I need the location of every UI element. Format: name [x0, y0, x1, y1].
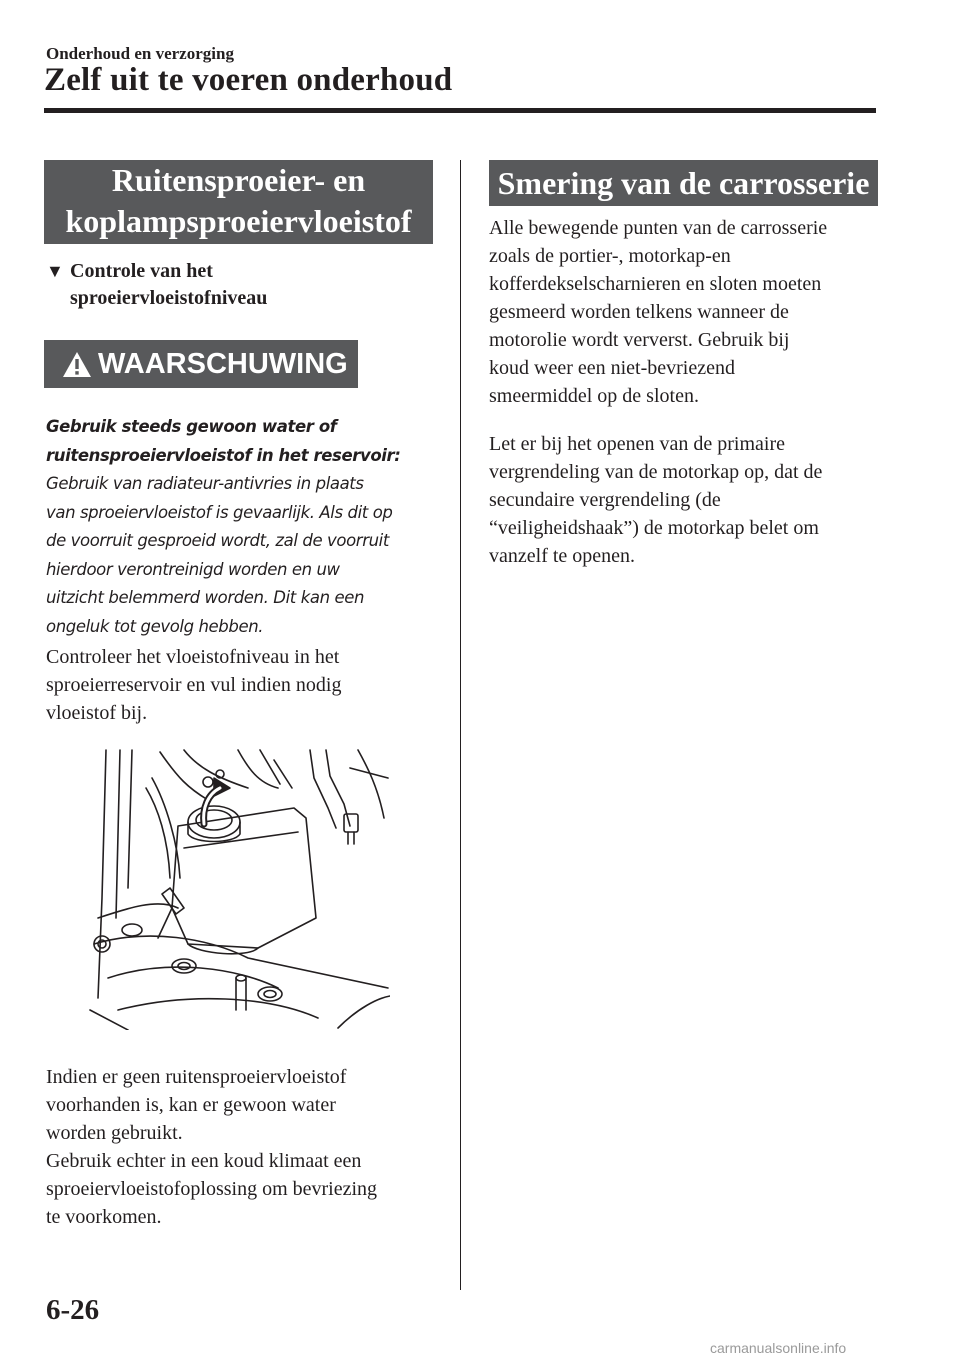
text-line: koud weer een niet-bevriezend	[489, 357, 735, 379]
warning-bold-line: Gebruik steeds gewoon water of	[46, 417, 337, 436]
paragraph-water-alternative	[46, 1063, 446, 1231]
washer-reservoir-illustration	[88, 748, 390, 1030]
warning-line: uitzicht belemmerd worden. Dit kan een	[46, 588, 365, 607]
text-line: sproeierreservoir en vul indien nodig	[46, 674, 342, 696]
text-line: gesmeerd worden telkens wanneer de	[489, 301, 789, 323]
text-line: smeermiddel op de sloten.	[489, 385, 699, 407]
section-title-washer-fluid	[44, 160, 433, 244]
page-title: Zelf uit te voeren onderhoud	[44, 62, 453, 98]
subheading-line: sproeiervloeistofniveau	[70, 287, 268, 309]
text-line: Alle bewegende punten van de carrosserie	[489, 217, 828, 239]
section-title-line: koplampsproeiervloeistof	[65, 203, 412, 239]
warning-text	[46, 413, 441, 641]
warning-line: de voorruit gesproeid wordt, zal de voorruit	[46, 531, 389, 550]
title-rule	[44, 108, 876, 113]
text-line: voorhanden is, kan er gewoon water	[46, 1094, 336, 1116]
text-line: secundaire vergrendeling (de	[489, 489, 721, 511]
watermark: carmanualsonline.info	[710, 1340, 847, 1356]
text-line: vloeistof bij.	[46, 702, 148, 724]
warning-bold-line: ruitensproeiervloeistof in het reservoir:	[46, 445, 401, 465]
text-line: worden gebruikt.	[46, 1122, 183, 1144]
text-line: “veiligheidshaak”) de motorkap belet om	[489, 517, 819, 539]
warning-label: WAARSCHUWING	[98, 347, 348, 380]
warning-badge	[44, 340, 358, 388]
text-line: sproeiervloeistofoplossing om bevriezing	[46, 1178, 378, 1200]
paragraph-check-level	[46, 643, 446, 727]
subheading-line: Controle van het	[70, 260, 213, 282]
breadcrumb: Onderhoud en verzorging	[46, 44, 234, 63]
column-divider	[460, 160, 461, 1290]
warning-line: hierdoor verontreinigd worden en uw	[46, 559, 340, 579]
text-line: Gebruik echter in een koud klimaat een	[46, 1150, 362, 1172]
text-line: vergrendeling van de motorkap op, dat de	[489, 461, 823, 483]
paragraph-lubrication	[489, 214, 889, 410]
text-line: te voorkomen.	[46, 1206, 162, 1228]
page-number: 6-26	[46, 1294, 100, 1326]
triangle-down-icon: ▼	[46, 261, 64, 281]
section-title-body-lubrication: Smering van de carrosserie	[489, 160, 878, 206]
section-title-line: Ruitensproeier- en	[111, 162, 366, 198]
text-line: Indien er geen ruitensproeiervloeistof	[46, 1066, 347, 1088]
text-line: Controleer het vloeistofniveau in het	[46, 646, 340, 668]
text-line: zoals de portier-, motorkap-en	[489, 245, 731, 267]
warning-line: van sproeiervloeistof is gevaarlijk. Als dit op	[46, 502, 393, 522]
text-line: vanzelf te openen.	[489, 545, 636, 567]
warning-line: ongeluk tot gevolg hebben.	[46, 616, 264, 636]
warning-line: Gebruik van radiateur-antivries in plaats	[46, 474, 364, 493]
text-line: motorolie wordt ververst. Gebruik bij	[489, 329, 790, 351]
warning-triangle-icon	[62, 351, 92, 378]
paragraph-safety-hook	[489, 430, 889, 570]
text-line: Let er bij het openen van de primaire	[489, 433, 785, 455]
subheading-fluid-level-check	[46, 258, 267, 312]
text-line: kofferdekselscharnieren en sloten moeten	[489, 273, 822, 295]
